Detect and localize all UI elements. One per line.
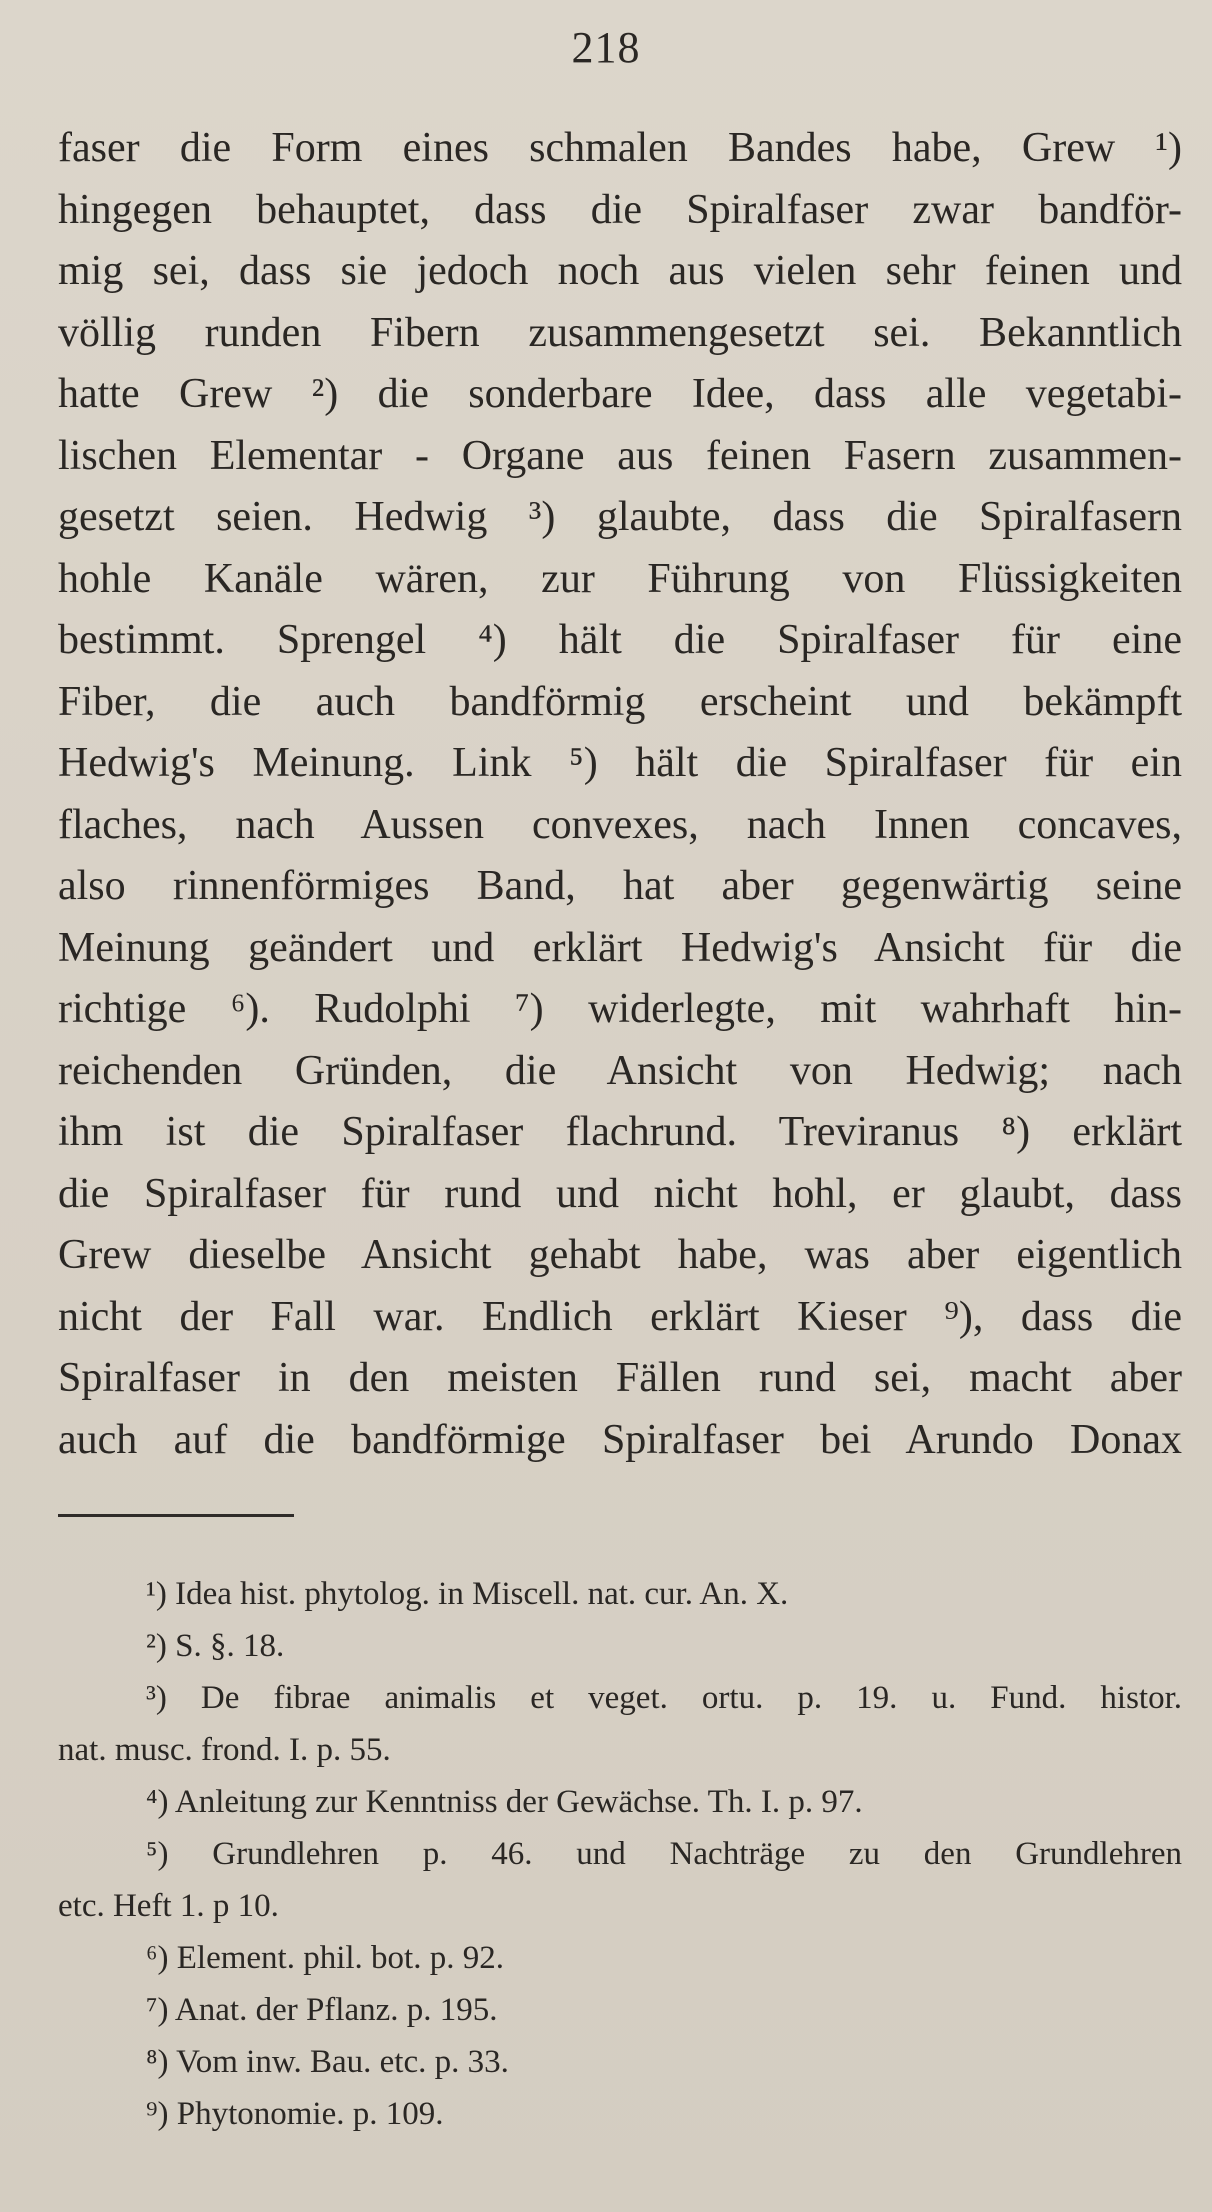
- footnote: ⁹) Phytonomie. p. 109.: [146, 2096, 444, 2132]
- text-line: Hedwig's Meinung. Link ⁵) hält die Spiralfaser für ein: [58, 740, 1182, 786]
- footnote: ³) De fibrae animalis et veget. ortu. p. 19. u. Fund. histor.: [146, 1680, 1182, 1716]
- footnote: ²) S. §. 18.: [146, 1628, 285, 1664]
- footnote: ⁸) Vom inw. Bau. etc. p. 33.: [146, 2044, 509, 2080]
- footnote-continuation: etc. Heft 1. p 10.: [58, 1888, 279, 1924]
- footnote: ⁴) Anleitung zur Kenntniss der Gewächse. Th. I. p. 97.: [146, 1784, 863, 1820]
- text-line: bestimmt. Sprengel ⁴) hält die Spiralfaser für eine: [58, 617, 1182, 663]
- footnote: ¹) Idea hist. phytolog. in Miscell. nat. cur. An. X.: [146, 1576, 789, 1612]
- text-line: mig sei, dass sie jedoch noch aus vielen sehr feinen und: [58, 248, 1182, 294]
- text-line: reichenden Gründen, die Ansicht von Hedwig; nach: [58, 1047, 1182, 1094]
- text-line: Grew dieselbe Ansicht gehabt habe, was aber eigentlich: [58, 1232, 1182, 1278]
- text-line: die Spiralfaser für rund und nicht hohl, er glaubt, dass: [58, 1170, 1182, 1217]
- text-line: richtige ⁶). Rudolphi ⁷) widerlegte, mit wahrhaft hin-: [58, 986, 1182, 1032]
- body-text: [58, 118, 1182, 1471]
- text-line: Fiber, die auch bandförmig erscheint und bekämpft: [58, 678, 1182, 725]
- text-line: also rinnenförmiges Band, hat aber gegenwärtig seine: [58, 863, 1182, 909]
- footnote: ⁵) Grundlehren p. 46. und Nachträge zu den Grundlehren: [146, 1836, 1182, 1872]
- text-line: hatte Grew ²) die sonderbare Idee, dass alle vegetabi-: [58, 371, 1182, 417]
- text-line: hohle Kanäle wären, zur Führung von Flüssigkeiten: [58, 555, 1182, 602]
- text-line: faser die Form eines schmalen Bandes habe, Grew ¹): [58, 125, 1182, 171]
- footnote-continuation: nat. musc. frond. I. p. 55.: [58, 1732, 391, 1768]
- footnotes: [58, 1568, 1182, 2140]
- text-line: lischen Elementar - Organe aus feinen Fasern zusammen-: [58, 432, 1182, 479]
- text-line: gesetzt seien. Hedwig ³) glaubte, dass die Spiralfasern: [58, 494, 1182, 540]
- text-line: hingegen behauptet, dass die Spiralfaser zwar bandför-: [58, 186, 1182, 233]
- text-line: ihm ist die Spiralfaser flachrund. Treviranus ⁸) erklärt: [58, 1109, 1182, 1155]
- text-line: flaches, nach Aussen convexes, nach Innen concaves,: [58, 801, 1182, 848]
- text-line: Meinung geändert und erklärt Hedwig's Ansicht für die: [58, 924, 1182, 971]
- footnote: ⁷) Anat. der Pflanz. p. 195.: [146, 1992, 498, 2028]
- text-line: nicht der Fall war. Endlich erklärt Kieser ⁹), dass die: [58, 1293, 1182, 1340]
- page-number: 218: [571, 23, 641, 72]
- text-line: auch auf die bandförmige Spiralfaser bei Arundo Donax: [58, 1416, 1182, 1463]
- footnote-divider: [58, 1514, 294, 1517]
- footnote: ⁶) Element. phil. bot. p. 92.: [146, 1940, 504, 1976]
- text-line: Spiralfaser in den meisten Fällen rund sei, macht aber: [58, 1355, 1182, 1401]
- text-line: völlig runden Fibern zusammengesetzt sei. Bekanntlich: [58, 309, 1182, 356]
